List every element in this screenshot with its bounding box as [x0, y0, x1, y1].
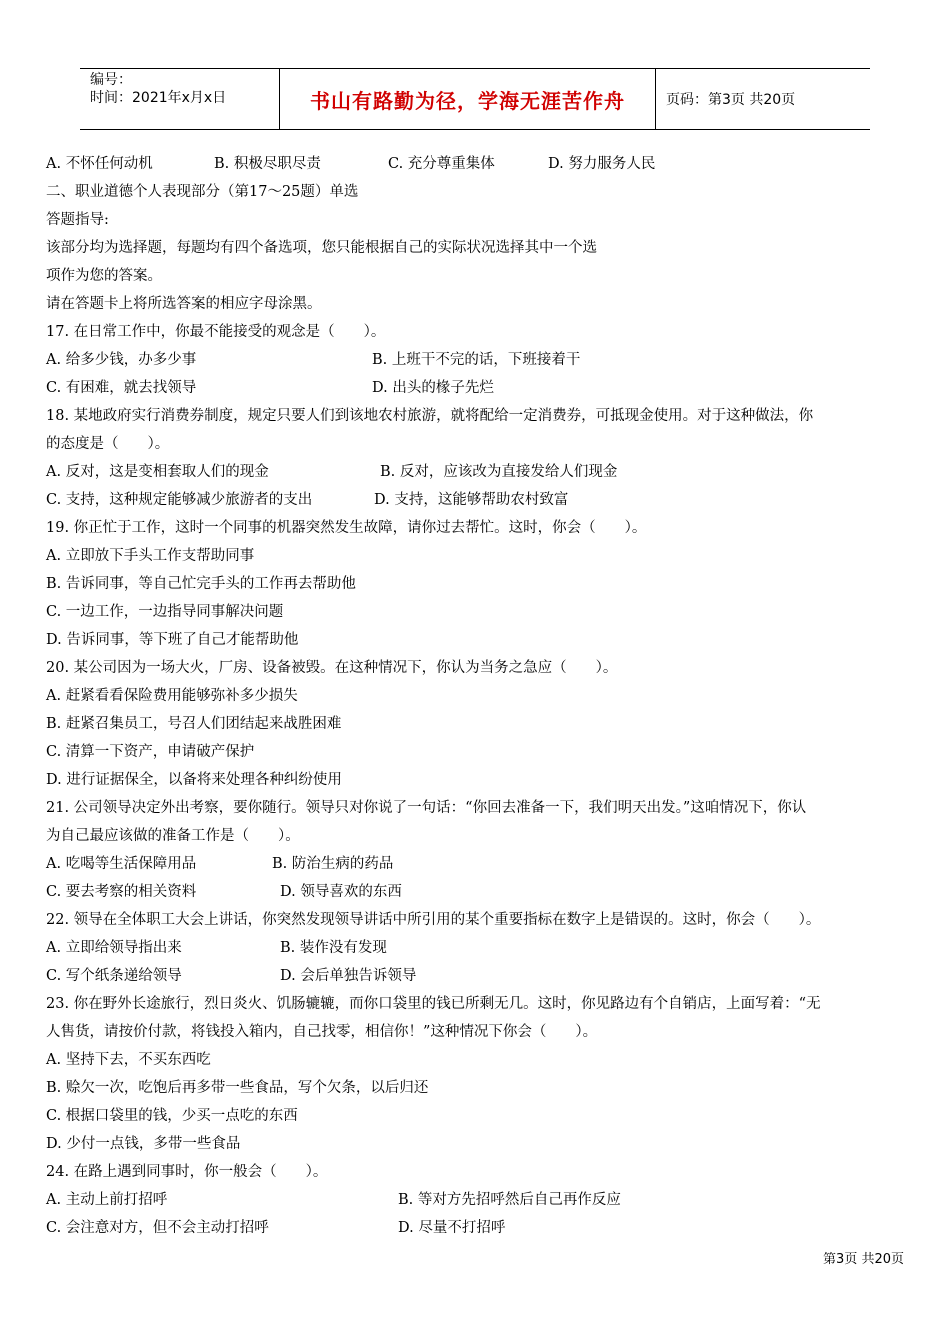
- q22-options-row: [46, 934, 908, 962]
- page-footer: 第3页 共20页: [823, 1252, 904, 1267]
- document-body: [46, 150, 908, 1242]
- option-a: A. 赶紧看看保险费用能够弥补多少损失: [46, 688, 298, 704]
- option-a: A. 立即给领导指出来: [46, 940, 182, 956]
- q18-options-row: [46, 486, 908, 514]
- guide-line: 该部分均为选择题，每题均有四个备选项，您只能根据自己的实际状况选择其中一个选: [46, 240, 597, 256]
- q24-stem: 24. 在路上遇到同事时，你一般会（ ）。: [46, 1164, 328, 1180]
- q24-options-row: [46, 1214, 908, 1242]
- option-a: A. 反对，这是变相套取人们的现金: [46, 464, 269, 480]
- q21-options-row: [46, 878, 908, 906]
- q22-stem: 22. 领导在全体职工大会上讲话，你突然发现领导讲话中所引用的某个重要指标在数字上是错误的。这时，你会（ ）。: [46, 912, 821, 928]
- q21-stem: 21. 公司领导决定外出考察，要你随行。领导只对你说了一句话：“你回去准备一下，我们明天出发。”这咱情况下，你认: [46, 800, 807, 816]
- option-d: D. 尽量不打招呼: [398, 1220, 506, 1236]
- guide-line: 项作为您的答案。: [46, 268, 162, 284]
- option-b: B. 赊欠一次，吃饱后再多带一些食品，写个欠条，以后归还: [46, 1080, 429, 1096]
- option-d: D. 努力服务人民: [548, 156, 656, 172]
- header-motto: 书山有路勤为径，学海无涯苦作舟: [280, 69, 656, 129]
- option-b: B. 积极尽职尽责: [214, 156, 321, 172]
- option-c: C. 一边工作，一边指导同事解决问题: [46, 604, 284, 620]
- option-d: D. 支持，这能够帮助农村致富: [374, 492, 569, 508]
- time-label: 时间：2021年x月x日: [90, 90, 227, 106]
- q23-stem-cont: 人售货，请按价付款，将钱投入箱内，自己找零，相信你！”这种情况下你会（ ）。: [46, 1024, 598, 1040]
- option-a: A. 吃喝等生活保障用品: [46, 856, 197, 872]
- option-b: B. 告诉同事，等自己忙完手头的工作再去帮助他: [46, 576, 356, 592]
- option-a: A. 立即放下手头工作支帮助同事: [46, 548, 255, 564]
- section-title: 二、职业道德个人表现部分（第17～25题）单选: [46, 184, 359, 200]
- option-c: C. 有困难，就去找领导: [46, 380, 197, 396]
- option-c: C. 会注意对方，但不会主动打招呼: [46, 1220, 269, 1236]
- option-a: A. 不怀任何动机: [46, 156, 153, 172]
- option-d: D. 领导喜欢的东西: [280, 884, 402, 900]
- q17-stem: 17. 在日常工作中，你最不能接受的观念是（ ）。: [46, 324, 386, 340]
- number-label: 编号：: [90, 72, 132, 88]
- option-a: A. 给多少钱，办多少事: [46, 352, 197, 368]
- option-a: A. 主动上前打招呼: [46, 1192, 168, 1208]
- guide-title: 答题指导:: [46, 212, 109, 228]
- option-c: C. 写个纸条递给领导: [46, 968, 182, 984]
- q22-options-row: [46, 962, 908, 990]
- option-c: C. 清算一下资产，申请破产保护: [46, 744, 255, 760]
- header-page-info: 页码：第3页 共20页: [666, 92, 796, 108]
- option-a: A. 坚持下去，不买东西吃: [46, 1052, 211, 1068]
- guide-line: 请在答题卡上将所选答案的相应字母涂黑。: [46, 296, 322, 312]
- q19-stem: 19. 你正忙于工作，这时一个同事的机器突然发生故障，请你过去帮忙。这时，你会（ ）。: [46, 520, 647, 536]
- q21-stem-cont: 为自己最应该做的准备工作是（ ）。: [46, 828, 300, 844]
- page-header: [80, 68, 870, 130]
- header-meta: [80, 69, 280, 129]
- option-d: D. 出头的椽子先烂: [372, 380, 494, 396]
- q20-stem: 20. 某公司因为一场大火，厂房、设备被毁。在这种情况下，你认为当务之急应（ ）。: [46, 660, 618, 676]
- q18-stem: 18. 某地政府实行消费券制度，规定只要人们到该地农村旅游，就将配给一定消费券，可抵现金使用。对于这种做法，你: [46, 408, 814, 424]
- q23-stem: 23. 你在野外长途旅行，烈日炎火、饥肠辘辘，而你口袋里的钱已所剩无几。这时，你见路边有个自销店，上面写着：“无: [46, 996, 821, 1012]
- option-c: C. 充分尊重集体: [388, 156, 495, 172]
- option-d: D. 会后单独告诉领导: [280, 968, 417, 984]
- option-b: B. 反对，应该改为直接发给人们现金: [380, 464, 618, 480]
- option-c: C. 要去考察的相关资料: [46, 884, 197, 900]
- option-d: D. 进行证据保全，以备将来处理各种纠纷使用: [46, 772, 342, 788]
- option-d: D. 少付一点钱，多带一些食品: [46, 1136, 241, 1152]
- option-c: C. 根据口袋里的钱，少买一点吃的东西: [46, 1108, 298, 1124]
- option-b: B. 等对方先招呼然后自己再作反应: [398, 1192, 621, 1208]
- option-c: C. 支持，这种规定能够减少旅游者的支出: [46, 492, 313, 508]
- option-b: B. 赶紧召集员工，号召人们团结起来战胜困难: [46, 716, 342, 732]
- option-b: B. 装作没有发现: [280, 940, 387, 956]
- q18-options-row: [46, 458, 908, 486]
- option-b: B. 防治生病的药品: [272, 856, 394, 872]
- option-b: B. 上班干不完的话，下班接着干: [372, 352, 581, 368]
- q17-options-row: [46, 374, 908, 402]
- q24-options-row: [46, 1186, 908, 1214]
- q17-options-row: [46, 346, 908, 374]
- option-d: D. 告诉同事，等下班了自己才能帮助他: [46, 632, 299, 648]
- q21-options-row: [46, 850, 908, 878]
- q18-stem-cont: 的态度是（ ）。: [46, 436, 170, 452]
- q16-options: [46, 150, 908, 178]
